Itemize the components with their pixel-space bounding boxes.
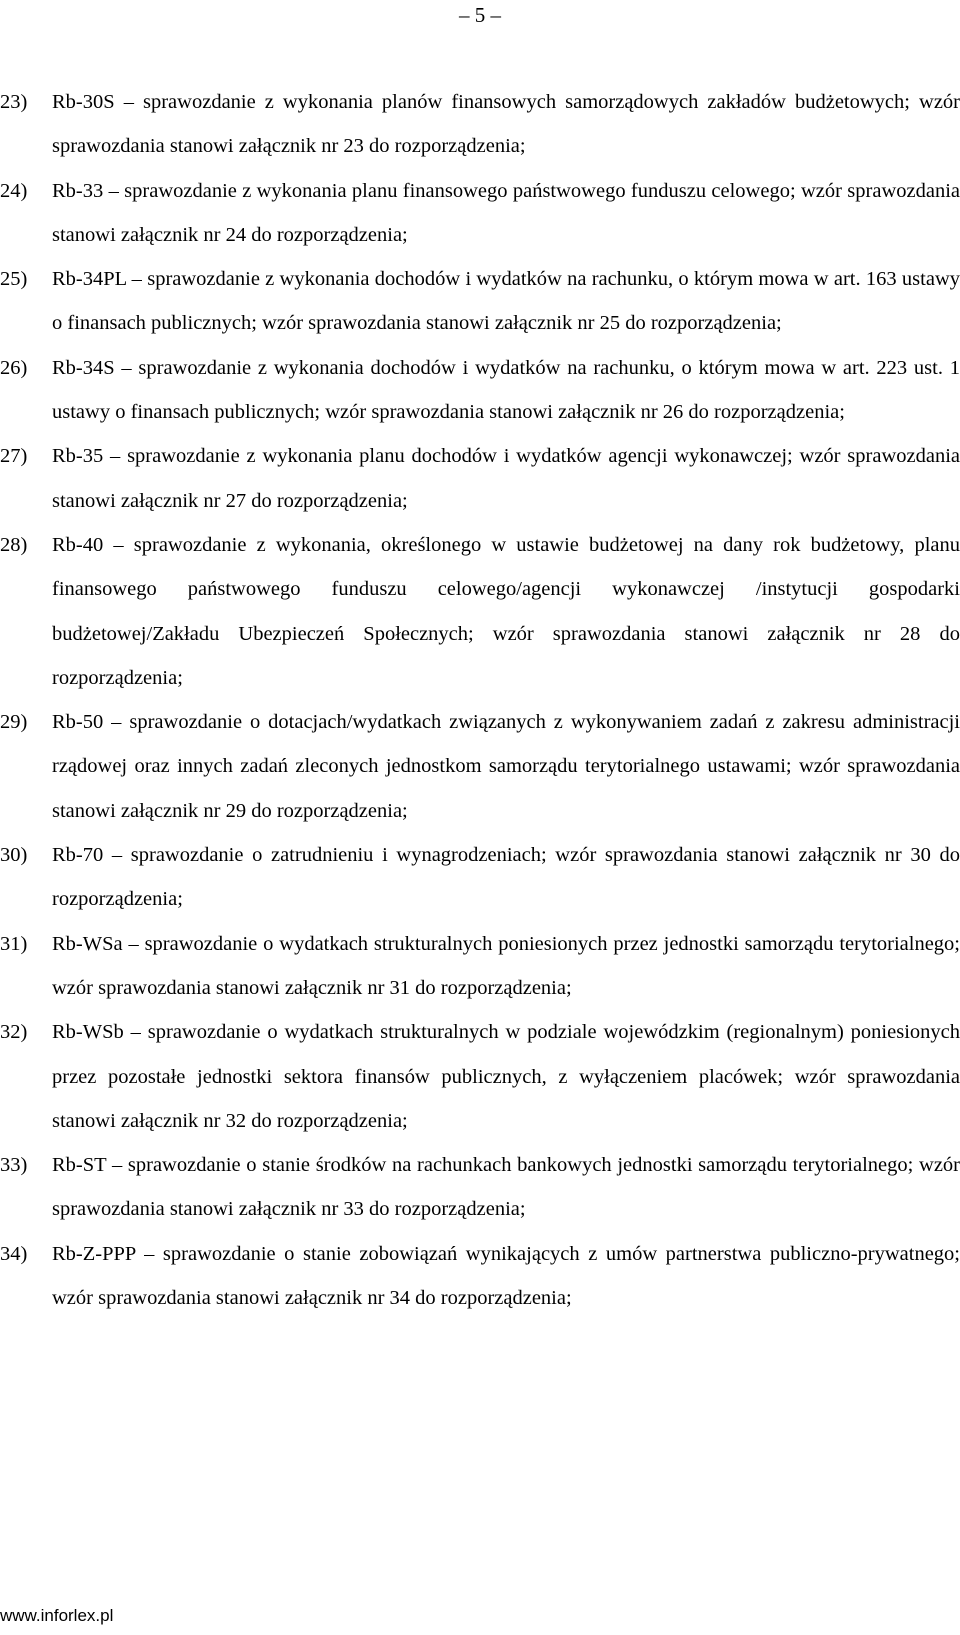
- list-item-text: Rb-WSb – sprawozdanie o wydatkach strukturalnych w podziale wojewódzkim (regionalnym) poniesionych przez pozostałe jednostki sektora finansów publicznych, z wyłączeniem placówek; wzór sprawozdania stanowi załącznik nr 32 do rozporządzenia;: [52, 1021, 960, 1132]
- list-item-number: 29): [0, 711, 28, 734]
- list-item-text: Rb-Z-PPP – sprawozdanie o stanie zobowiązań wynikających z umów partnerstwa publiczno-prywatnego; wzór sprawozdania stanowi załącznik nr 34 do rozporządzenia;: [52, 1242, 960, 1310]
- list-item: [0, 346, 960, 435]
- footer-url: www.inforlex.pl: [0, 1606, 114, 1625]
- list-item: [0, 1010, 960, 1143]
- list-item-number: 31): [0, 932, 28, 955]
- list-item-text: Rb-WSa – sprawozdanie o wydatkach strukturalnych poniesionych przez jednostki samorządu terytorialnego; wzór sprawozdania stanowi załącznik nr 31 do rozporządzenia;: [52, 932, 960, 999]
- list-item: [0, 1143, 960, 1232]
- list-item-text: Rb-70 – sprawozdanie o zatrudnieniu i wynagrodzeniach; wzór sprawozdania stanowi załącznik nr 30 do rozporządzenia;: [52, 844, 960, 911]
- list-item-number: 27): [0, 445, 28, 468]
- list-item-number: 32): [0, 1021, 28, 1044]
- list-item: [0, 80, 960, 169]
- list-item-number: 23): [0, 91, 28, 113]
- list-item: [0, 700, 960, 833]
- list-item-number: 24): [0, 179, 28, 202]
- list-item-number: 34): [0, 1242, 28, 1265]
- list-item: [0, 1232, 960, 1321]
- list-item-text: Rb-33 – sprawozdanie z wykonania planu finansowego państwowego funduszu celowego; wzór sprawozdania stanowi załącznik nr 24 do rozporządzenia;: [52, 179, 960, 246]
- list-item-text: Rb-34S – sprawozdanie z wykonania dochodów i wydatków na rachunku, o którym mowa w art. 223 ust. 1 ustawy o finansach publicznych; wzór sprawozdania stanowi załącznik nr 26 do rozporządzenia;: [52, 356, 960, 424]
- list-item: [0, 257, 960, 346]
- list-item-text: Rb-34PL – sprawozdanie z wykonania dochodów i wydatków na rachunku, o którym mowa w art. 163 ustawy o finansach publicznych; wzór sprawozdania stanowi załącznik nr 25 do rozporządzenia;: [52, 268, 960, 335]
- list-item-text: Rb-35 – sprawozdanie z wykonania planu dochodów i wydatków agencji wykonawczej; wzór sprawozdania stanowi załącznik nr 27 do rozporządzenia;: [52, 445, 960, 512]
- list-item-number: 33): [0, 1154, 28, 1177]
- list-item: [0, 434, 960, 523]
- list-item-number: 30): [0, 844, 28, 867]
- list-item: [0, 833, 960, 922]
- report-list: [0, 80, 960, 1320]
- list-item-text: Rb-50 – sprawozdanie o dotacjach/wydatkach związanych z wykonywaniem zadań z zakresu administracji rządowej oraz innych zadań zleconych jednostkom samorządu terytorialnego ustawami; wzór sprawozdania stanowi załącznik nr 29 do rozporządzenia;: [52, 711, 960, 822]
- list-item-number: 25): [0, 268, 28, 291]
- list-item-text: Rb-40 – sprawozdanie z wykonania, określonego w ustawie budżetowej na dany rok budżetowy, planu finansowego państwowego funduszu celowego/agencji wykonawczej /instytucji gospodarki budżetowej/Zakładu Ubezpieczeń Społecznych; wzór sprawozdania stanowi załącznik nr 28 do rozporządzenia;: [52, 533, 960, 689]
- list-item-number: 28): [0, 533, 28, 556]
- list-item: [0, 922, 960, 1011]
- list-item: [0, 523, 960, 700]
- list-item-text: Rb-30S – sprawozdanie z wykonania planów finansowych samorządowych zakładów budżetowych; wzór sprawozdania stanowi załącznik nr 23 do rozporządzenia;: [52, 91, 960, 158]
- list-item: [0, 169, 960, 258]
- list-item-number: 26): [0, 356, 28, 379]
- list-item-text: Rb-ST – sprawozdanie o stanie środków na rachunkach bankowych jednostki samorządu terytorialnego; wzór sprawozdania stanowi załącznik nr 33 do rozporządzenia;: [52, 1154, 960, 1221]
- page-number: – 5 –: [459, 3, 501, 27]
